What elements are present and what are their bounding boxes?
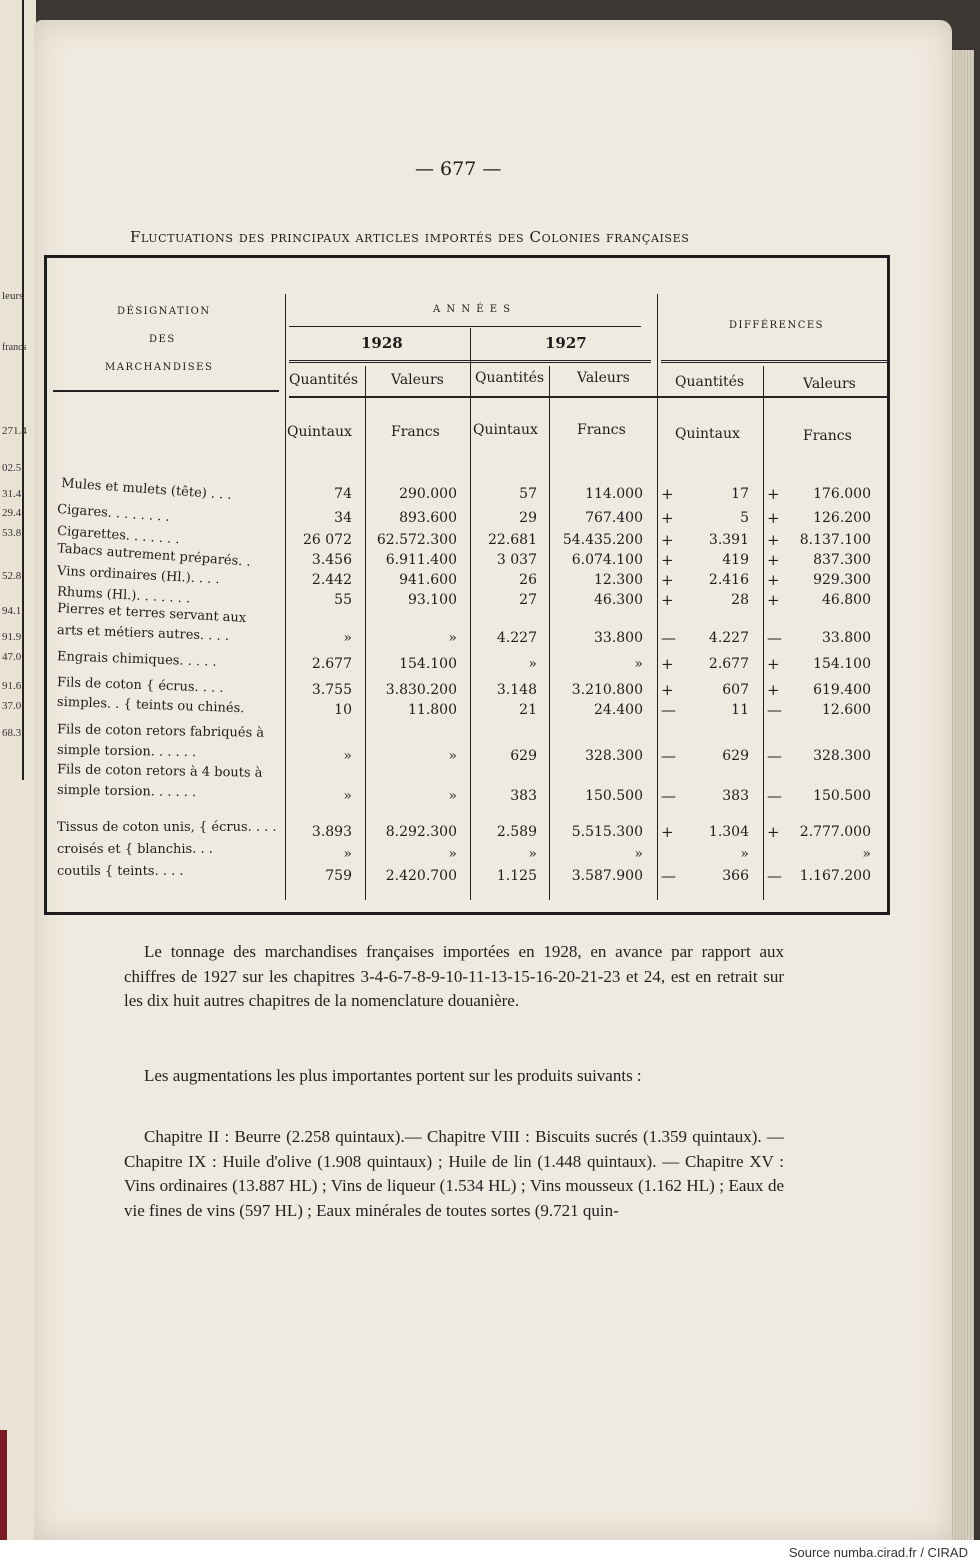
sign-sq: +	[661, 655, 674, 673]
col-rule	[365, 366, 366, 900]
cell-q27: 21	[519, 702, 537, 718]
cell-v27: 33.800	[594, 630, 643, 646]
cell-q28: 10	[334, 702, 352, 718]
sign-sq: +	[661, 571, 674, 589]
cell-v28: 941.600	[399, 572, 457, 588]
cell-q28: 55	[334, 592, 352, 608]
unit-val-1928: Francs	[391, 424, 440, 440]
cell-q27: 3 037	[496, 552, 537, 568]
row-label: Cigarettes. . . . . . .	[56, 523, 180, 548]
cell-v27: 328.300	[585, 748, 643, 764]
header-designation-2: DES	[149, 334, 176, 345]
cell-q27: 1.125	[496, 868, 537, 884]
sign-sq: +	[661, 509, 674, 527]
unit-val-1927: Francs	[577, 422, 626, 438]
row-label: Tabacs autrement préparés. .	[56, 541, 252, 570]
cell-q27: 27	[519, 592, 537, 608]
left-table-border	[0, 0, 27, 780]
row-label: Fils de coton { écrus. . . .	[56, 675, 224, 696]
sign-sv: +	[767, 591, 780, 609]
left-fragment: 91.9	[2, 631, 22, 643]
header-designation-1: DÉSIGNATION	[117, 306, 211, 317]
left-fragment: 271.4	[2, 425, 27, 437]
row-label: Fils de coton retors fabriqués à	[56, 722, 265, 741]
left-fragment: 47.0	[2, 651, 22, 663]
cell-q27: »	[528, 656, 537, 672]
paragraph-text: Chapitre II : Beurre (2.258 quintaux).— Chapitre VIII : Biscuits sucrés (1.359 quintaux). — Chapitre IX : Huile d'olive (1.908 quintaux) ; Huile de lin (1.448 quintaux). — Chapitre XV : Vins ordinaires (13.887 HL) ; Vins de liqueur (1.534 HL) ; Vins mousseux (1.162 HL) ; Eaux de vie fines de vins (597 HL) ; Eaux minérales de toutes sortes (9.721 quin-	[124, 1127, 784, 1220]
paragraph-text: Les augmentations les plus importantes portent sur les produits suivants :	[144, 1066, 642, 1085]
cell-dq: 2.677	[708, 656, 749, 672]
unit-val-diff: Francs	[803, 428, 852, 444]
left-fragment: 94.1	[2, 605, 22, 617]
unit-qty-1928: Quintaux	[287, 424, 352, 440]
diff-rule	[661, 360, 887, 363]
cell-q27: 22.681	[488, 532, 537, 548]
cell-dv: 1.167.200	[799, 868, 871, 884]
sign-sq: —	[661, 787, 676, 805]
header-qty-1928: Quantités	[289, 372, 359, 388]
left-fragment: 29.4	[2, 507, 22, 519]
left-fragment: 52.8	[2, 570, 22, 582]
cell-v28: 62.572.300	[376, 532, 457, 548]
row-label: croisés et { blanchis. . .	[57, 842, 213, 857]
row-label: simples. . { teints ou chinés.	[56, 694, 245, 717]
cell-dv: 328.300	[813, 748, 871, 764]
cell-v27: 46.300	[594, 592, 643, 608]
sign-sv: +	[767, 571, 780, 589]
cell-v28: 6.911.400	[385, 552, 457, 568]
cell-dq: 629	[722, 748, 749, 764]
cell-v28: »	[448, 630, 457, 646]
row-label: simple torsion. . . . . .	[56, 742, 197, 761]
header-qty-1927: Quantités	[475, 370, 545, 386]
sign-sq: +	[661, 551, 674, 569]
row-label: Vins ordinaires (Hl.). . . .	[56, 563, 220, 588]
cell-v27: 114.000	[585, 486, 643, 502]
sign-sv: —	[767, 747, 782, 765]
sign-sv: —	[767, 867, 782, 885]
cell-dv: 126.200	[813, 510, 871, 526]
cell-dq: 1.304	[708, 824, 749, 840]
cell-dq: 11	[731, 702, 749, 718]
sign-sv: —	[767, 787, 782, 805]
cell-dq: 3.391	[708, 532, 749, 548]
cell-q28: 34	[334, 510, 352, 526]
left-fragment: leurs	[2, 290, 24, 302]
col-rule	[470, 328, 471, 900]
cell-v28: 11.800	[408, 702, 457, 718]
cell-dq: 17	[731, 486, 749, 502]
left-fragment: 68.3	[2, 727, 22, 739]
sign-sv: +	[767, 531, 780, 549]
left-fragment: 02.5	[2, 462, 22, 474]
sign-sv: —	[767, 629, 782, 647]
body-paragraph-3	[124, 1125, 784, 1223]
row-label: Engrais chimiques. . . . .	[56, 649, 217, 670]
unit-qty-diff: Quintaux	[675, 426, 740, 442]
cell-dv: 154.100	[813, 656, 871, 672]
cell-v27: 150.500	[585, 788, 643, 804]
cell-q28: »	[343, 788, 352, 804]
header-differences: DIFFÉRENCES	[729, 320, 825, 331]
col-rule	[285, 294, 286, 900]
cell-q28: 3.456	[311, 552, 352, 568]
cell-v28: 893.600	[399, 510, 457, 526]
row-label: Rhums (Hl.). . . . . . .	[56, 584, 191, 607]
cell-q27: 4.227	[496, 630, 537, 646]
cell-v28: 154.100	[399, 656, 457, 672]
cell-dv: 33.800	[822, 630, 871, 646]
cell-q28: 74	[334, 486, 352, 502]
cell-dv: »	[862, 846, 871, 862]
left-fragment: 91.6	[2, 680, 22, 692]
cell-q28: 2.442	[311, 572, 352, 588]
cell-v27: 3.587.900	[571, 868, 643, 884]
row-label: Cigares. . . . . . . .	[56, 502, 171, 525]
cell-q28: 759	[325, 868, 352, 884]
row-label: coutils { teints. . . .	[57, 864, 184, 879]
cell-v27: 6.074.100	[571, 552, 643, 568]
page-edge	[950, 50, 974, 1540]
cell-dq: 419	[722, 552, 749, 568]
cell-v28: »	[448, 788, 457, 804]
cell-q28: 3.755	[311, 682, 352, 698]
cell-dq: 383	[722, 788, 749, 804]
col-rule	[763, 366, 764, 900]
cell-dv: 619.400	[813, 682, 871, 698]
row-label: simple torsion. . . . . .	[56, 782, 197, 801]
col-rule	[549, 366, 550, 900]
header-year-1927: 1927	[545, 334, 587, 352]
sign-sq: +	[661, 823, 674, 841]
year-rule	[289, 360, 651, 363]
cell-q27: 3.148	[496, 682, 537, 698]
body-paragraph-2	[124, 1064, 784, 1089]
sign-sv: +	[767, 823, 780, 841]
cell-v28: 8.292.300	[385, 824, 457, 840]
left-fragment: 53.8	[2, 527, 22, 539]
cell-dq: 5	[740, 510, 749, 526]
cell-v27: 3.210.800	[571, 682, 643, 698]
sign-sv: +	[767, 485, 780, 503]
sign-sv: +	[767, 655, 780, 673]
sign-sq: +	[661, 485, 674, 503]
cell-v27: 767.400	[585, 510, 643, 526]
cell-v27: 24.400	[594, 702, 643, 718]
designation-rule	[53, 390, 279, 392]
sign-sv: +	[767, 509, 780, 527]
cell-dv: 12.600	[822, 702, 871, 718]
cell-v28: 2.420.700	[385, 868, 457, 884]
sign-sq: +	[661, 681, 674, 699]
header-annees: A N N É E S	[433, 304, 512, 315]
cell-q28: 3.893	[311, 824, 352, 840]
cell-dq: 607	[722, 682, 749, 698]
sign-sv: —	[767, 701, 782, 719]
import-table	[44, 255, 890, 915]
cell-v27: 54.435.200	[562, 532, 643, 548]
sign-sq: —	[661, 629, 676, 647]
cell-dv: 2.777.000	[799, 824, 871, 840]
row-label: Pierres et terres servant aux	[56, 601, 247, 626]
cell-dv: 8.137.100	[799, 532, 871, 548]
cell-dv: 150.500	[813, 788, 871, 804]
row-label: Tissus de coton unis, { écrus. . . .	[57, 820, 277, 835]
paragraph-text: Le tonnage des marchandises françaises importées en 1928, en avance par rapport aux chiffres de 1927 sur les chapitres 3-4-6-7-8-9-10-11-13-15-16-20-21-23 et 24, est en retrait sur les dix huit autres chapitres de la nomenclature douanière.	[124, 942, 784, 1010]
cell-q27: 57	[519, 486, 537, 502]
cell-v27: »	[634, 656, 643, 672]
sign-sq: —	[661, 867, 676, 885]
cell-v28: 93.100	[408, 592, 457, 608]
cell-dv: 929.300	[813, 572, 871, 588]
source-credit: Source numba.cirad.fr / CIRAD	[788, 1545, 968, 1560]
cell-q28: »	[343, 748, 352, 764]
header-qty-diff: Quantités	[675, 374, 745, 390]
col-rule	[657, 294, 658, 900]
header-val-1927: Valeurs	[577, 370, 630, 386]
cell-v27: 12.300	[594, 572, 643, 588]
cell-v28: »	[448, 846, 457, 862]
cell-q27: 29	[519, 510, 537, 526]
cell-v28: 3.830.200	[385, 682, 457, 698]
page-number: — 677 —	[415, 158, 502, 180]
header-designation-3: MARCHANDISES	[105, 362, 214, 373]
cell-dv: 176.000	[813, 486, 871, 502]
row-label: Mules et mulets (tête) . . .	[60, 476, 233, 503]
sign-sq: —	[661, 701, 676, 719]
body-paragraph-1	[124, 940, 784, 1014]
left-fragment: francs	[2, 342, 27, 353]
cell-q28: 26 072	[303, 532, 352, 548]
cell-dv: 837.300	[813, 552, 871, 568]
cell-dq: 28	[731, 592, 749, 608]
subheader-rule	[289, 396, 889, 398]
cell-v28: 290.000	[399, 486, 457, 502]
book-spine	[0, 1430, 7, 1540]
row-label: Fils de coton retors à 4 bouts à	[56, 762, 263, 781]
cell-v28: »	[448, 748, 457, 764]
cell-dv: 46.800	[822, 592, 871, 608]
sign-sq: +	[661, 591, 674, 609]
sign-sq: —	[661, 747, 676, 765]
left-page-fragment	[0, 0, 36, 1540]
cell-q27: 2.589	[496, 824, 537, 840]
cell-q27: 629	[510, 748, 537, 764]
header-val-diff: Valeurs	[803, 376, 856, 392]
table-title: Fluctuations des principaux articles importés des Colonies françaises	[130, 228, 690, 246]
cell-q28: 2.677	[311, 656, 352, 672]
unit-qty-1927: Quintaux	[473, 422, 538, 438]
header-year-1928: 1928	[361, 334, 403, 352]
cell-q27: »	[528, 846, 537, 862]
cell-dq: »	[740, 846, 749, 862]
cell-v27: 5.515.300	[571, 824, 643, 840]
left-fragment: 31.4	[2, 488, 22, 500]
header-val-1928: Valeurs	[391, 372, 444, 388]
row-label: arts et métiers autres. . . .	[56, 623, 230, 644]
sign-sv: +	[767, 551, 780, 569]
cell-v27: »	[634, 846, 643, 862]
left-fragment: 37.0	[2, 700, 22, 712]
cell-q27: 383	[510, 788, 537, 804]
cell-q28: »	[343, 846, 352, 862]
cell-q27: 26	[519, 572, 537, 588]
cell-dq: 2.416	[708, 572, 749, 588]
cell-dq: 4.227	[708, 630, 749, 646]
cell-dq: 366	[722, 868, 749, 884]
sign-sq: +	[661, 531, 674, 549]
cell-q28: »	[343, 630, 352, 646]
sign-sv: +	[767, 681, 780, 699]
annees-brace	[289, 326, 641, 327]
